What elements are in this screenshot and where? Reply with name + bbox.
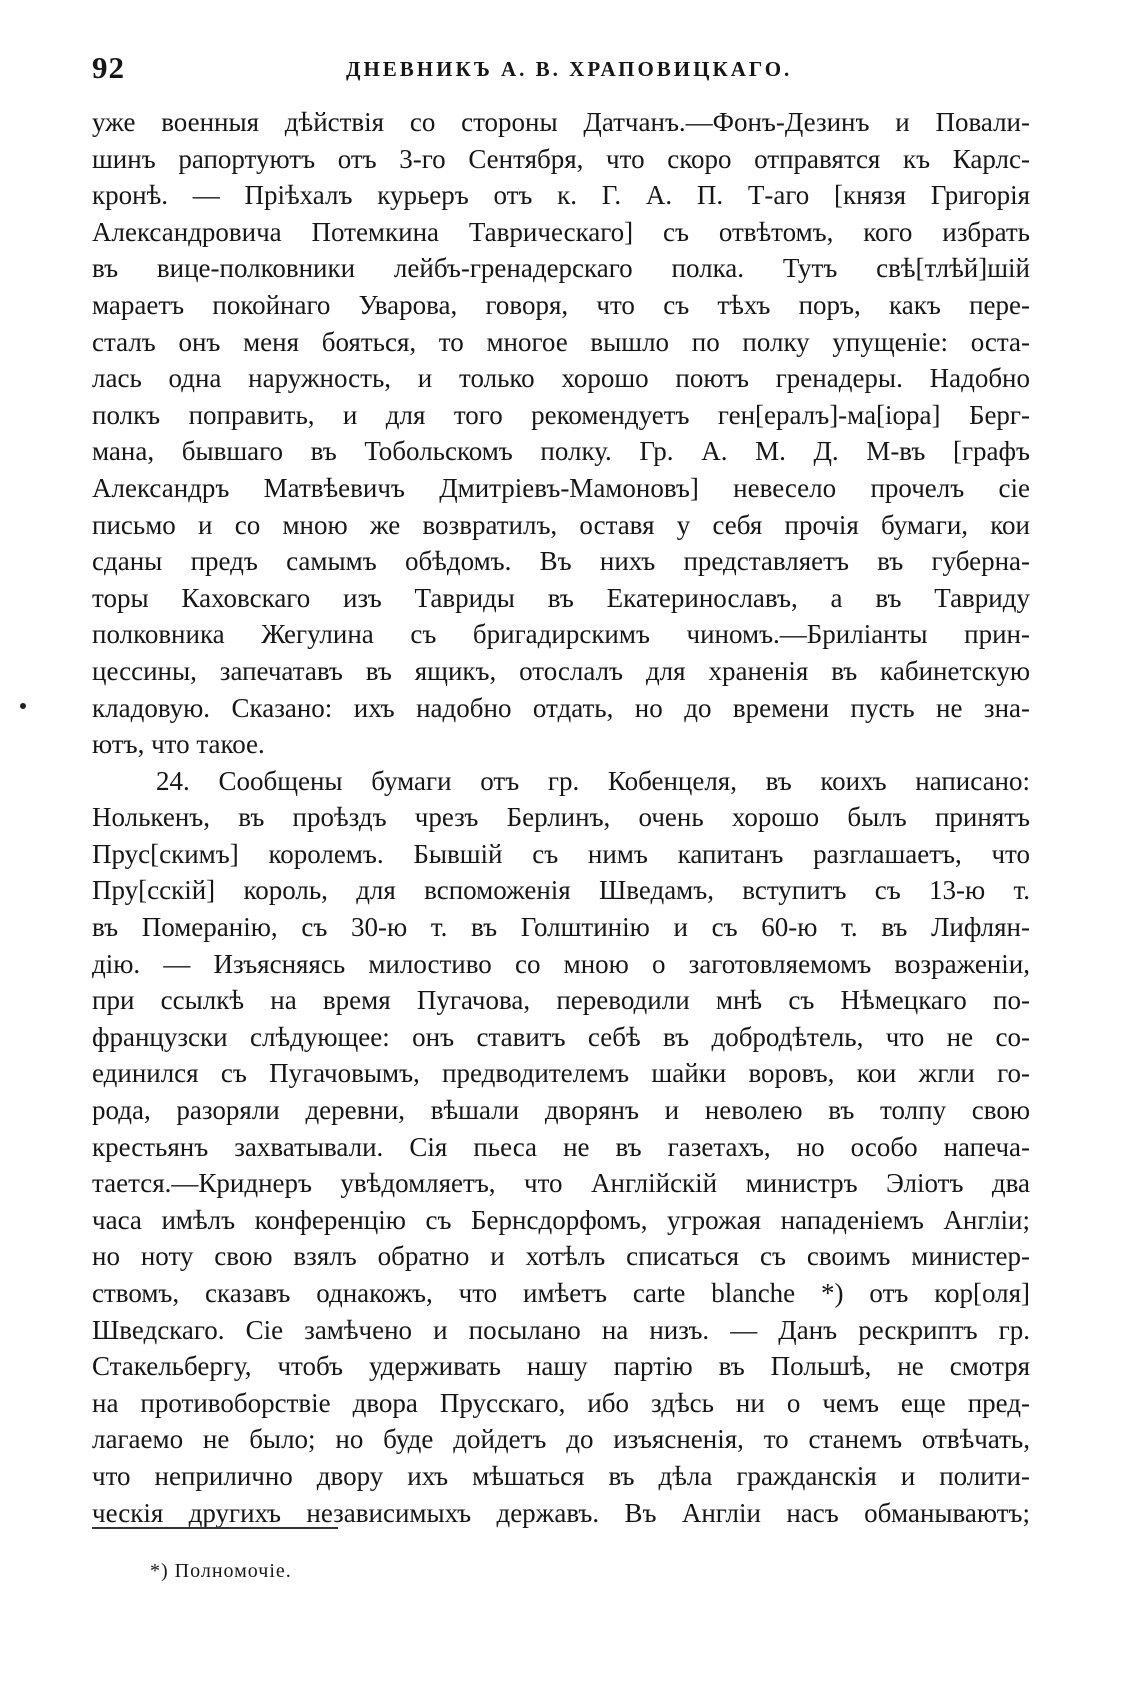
text-line: торы Каховскаго изъ Тавриды въ Екатеринославъ, а въ Тавриду [92,582,1030,613]
text-line: часа имѣлъ конференцію съ Бернсдорфомъ, угрожая нападеніемъ Англіи; [92,1204,1030,1235]
text-line: кронѣ. — Пріѣхалъ курьеръ отъ к. Г. А. П. Т-аго [князя Григорія [92,180,1030,211]
text-line: ютъ, что такое. [92,729,265,760]
text-line: Пру[сскій] король, для вспоможенія Шведамъ, вступитъ съ 13-ю т. [92,875,1030,906]
text-line: при ссылкѣ на время Пугачова, переводили мнѣ съ Нѣмецкаго по- [92,985,1030,1016]
text-line: тается.—Криднеръ увѣдомляетъ, что Англійскій министръ Эліотъ два [92,1168,1030,1199]
text-line: на противоборствіе двора Прусскаго, ибо здѣсь ни о чемъ еще пред- [92,1387,1030,1418]
text-line: Стакельбергу, чтобъ удерживать нашу партію въ Польшѣ, не смотря [92,1351,1030,1382]
text-line: цессины, запечатавъ въ ящикъ, отослалъ для храненія въ кабинетскую [92,655,1030,686]
text-line: мараетъ покойнаго Уварова, говоря, что съ тѣхъ поръ, какъ пере- [92,289,1030,320]
text-line: мана, бывшаго въ Тобольскомъ полку. Гр. А. М. Д. М-въ [графъ [92,436,1030,467]
margin-ink-dot [20,703,26,709]
text-line: въ вице-полковники лейбъ-гренадерскаго полка. Тутъ свѣ[тлѣй]шій [92,253,1030,284]
text-line: Александръ Матвѣевичъ Дмитріевъ-Мамоновъ] невесело прочелъ сіе [92,472,1030,503]
text-line: шинъ рапортуютъ отъ 3-го Сентября, что скоро отправятся къ Карлс- [92,143,1030,174]
text-line: крестьянъ захватывали. Сія пьеса не въ газетахъ, но особо напеча- [92,1131,1030,1162]
text-line: лась одна наружность, и только хорошо поютъ гренадеры. Надобно [92,363,1030,394]
text-line: письмо и со мною же возвратилъ, оставя у себя прочія бумаги, кои [92,509,1030,540]
text-line: полковника Жегулина съ бригадирскимъ чиномъ.—Бриліанты прин- [92,619,1030,650]
text-line: Прус[скимъ] королемъ. Бывшій съ нимъ капитанъ разглашаетъ, что [92,838,1030,869]
page-number: 92 [92,50,125,85]
text-line: Шведскаго. Сіе замѣчено и посылано на низъ. — Данъ рескриптъ гр. [92,1314,1030,1345]
text-line: Нолькенъ, въ проѣздъ чрезъ Берлинъ, очень хорошо былъ принятъ [92,802,1030,833]
text-line: ческія другихъ независимыхъ державъ. Въ Англіи насъ обманываютъ; [92,1497,1030,1528]
text-line: Александровича Потемкина Таврическаго] съ отвѣтомъ, кого избрать [92,216,1030,247]
body-text [92,104,1030,1531]
text-line: полкъ поправить, и для того рекомендуетъ ген[ералъ]-ма[іора] Берг- [92,399,1030,430]
text-line: въ Померанію, съ 30-ю т. въ Голштинію и съ 60-ю т. въ Лифлян- [92,912,1030,943]
text-line: ствомъ, сказавъ однакожъ, что имѣетъ carte blanche *) отъ кор[оля] [92,1278,1030,1308]
text-line: уже военныя дѣйствія со стороны Датчанъ.—Фонъ-Дезинъ и Повали- [92,107,1030,137]
text-line: лагаемо не было; но буде дойдетъ до изъясненія, то станемъ отвѣчать, [92,1424,1030,1455]
running-title: ДНЕВНИКЪ А. В. ХРАПОВИЦКАГО. [346,57,793,81]
text-line: единился съ Пугачовымъ, предводителемъ шайки воровъ, кои жгли го- [92,1058,1030,1089]
paragraph-start-line: 24. Сообщены бумаги отъ гр. Кобенцеля, въ коихъ написано: [156,765,1030,796]
text-line: французски слѣдующее: онъ ставитъ себѣ въ добродѣтель, что не со- [92,1021,1030,1052]
footnote-divider [92,1527,338,1529]
text-line: кладовую. Сказано: ихъ надобно отдать, но до времени пусть не зна- [92,692,1030,723]
footnote: *) Полномочіе. [150,1560,292,1582]
text-line: сданы предъ самымъ обѣдомъ. Въ нихъ представляетъ въ губерна- [92,546,1030,577]
text-line: дію. — Изъясняясь милостиво со мною о заготовляемомъ возраженіи, [92,948,1030,979]
text-line: что неприлично двору ихъ мѣшаться въ дѣла гражданскія и полити- [92,1460,1030,1491]
text-line: сталъ онъ меня бояться, то многое вышло по полку упущеніе: оста- [92,326,1030,357]
text-line: рода, разоряли деревни, вѣшали дворянъ и неволею въ толпу свою [92,1095,1030,1126]
text-line: но ноту свою взялъ обратно и хотѣлъ списаться съ своимъ министер- [92,1241,1030,1272]
